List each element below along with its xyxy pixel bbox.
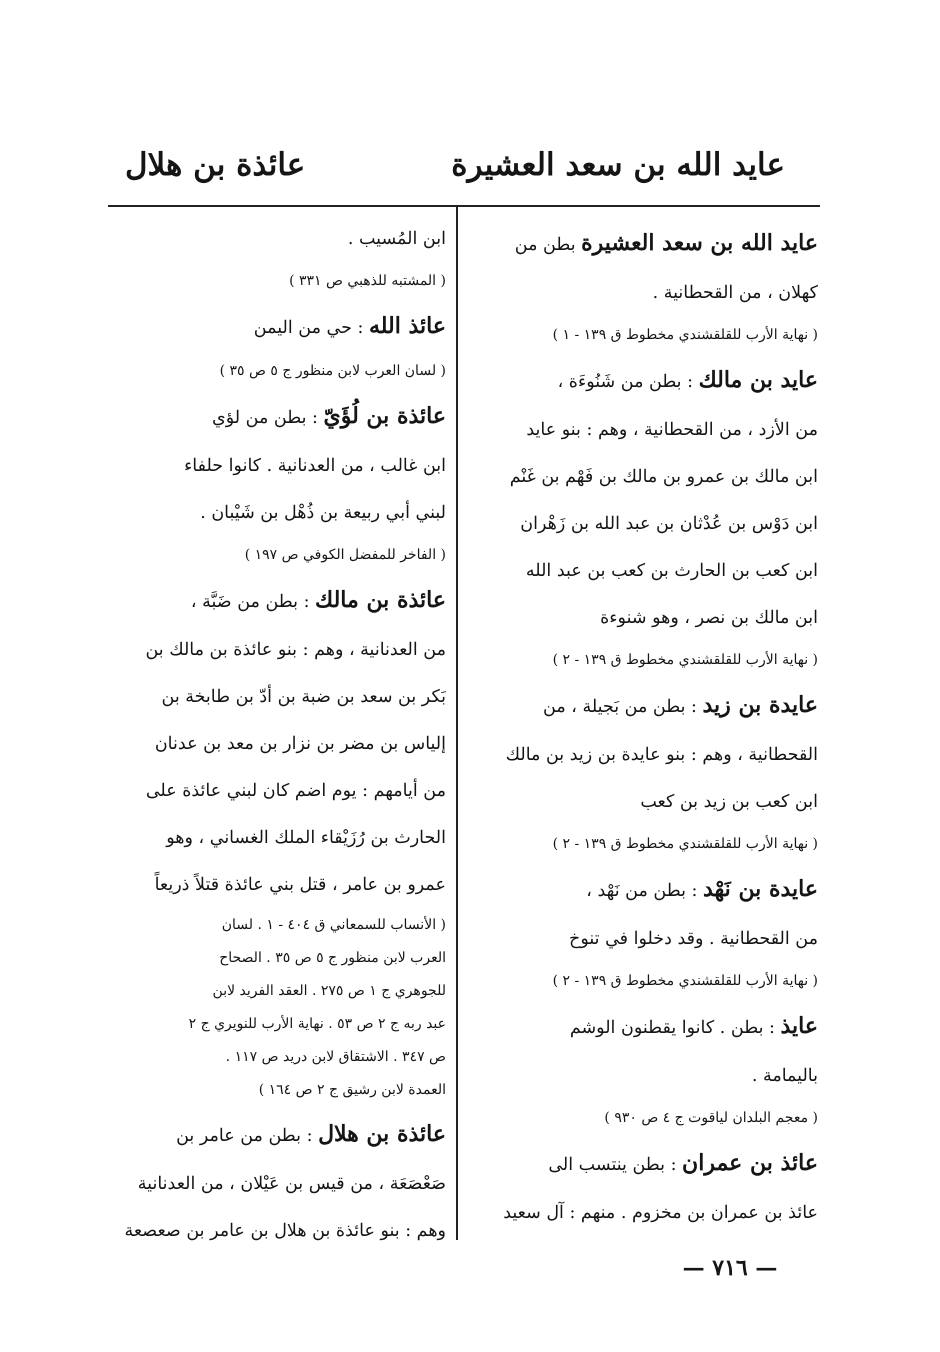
entry-headword: عايد الله بن سعد العشيرة — [581, 230, 818, 256]
line-text: بَكر بن سعد بن ضبة بن أدّ بن طابخة بن — [161, 687, 446, 707]
entry-first-line — [470, 862, 818, 916]
text-line — [108, 490, 446, 537]
entry-headword: عائذ بن عمران — [682, 1150, 818, 1176]
text-line — [470, 595, 818, 642]
entry-first-line — [470, 678, 818, 732]
entry-first-line — [470, 216, 818, 270]
source-reference: ( لسان العرب لابن منظور ج ٥ ص ٣٥ ) — [219, 363, 446, 379]
text-line — [108, 768, 446, 815]
line-text: ابن دَوْس بن عُدْثان بن عبد الله بن زَهْران — [520, 514, 818, 534]
text-line — [108, 1161, 446, 1208]
text-line — [470, 1053, 818, 1100]
entry-first-line — [108, 389, 446, 443]
line-text: : بطن ينتسب الى — [548, 1155, 683, 1175]
entry-first-line — [108, 1107, 446, 1161]
text-line — [470, 548, 818, 595]
entry-first-line — [470, 1136, 818, 1190]
line-text: : بطن من شَنُوءَة ، — [557, 372, 699, 392]
line-text: من أيامهم : يوم اضم كان لبني عائذة على — [145, 781, 446, 801]
right-text-column — [470, 216, 818, 1237]
line-text: وهم : بنو عائذة بن هلال بن عامر بن صعصعة — [124, 1221, 446, 1241]
line-text: باليمامة . — [751, 1066, 818, 1086]
line-text: ابن غالب ، من العدنانية . كانوا حلفاء — [184, 456, 446, 476]
line-text: : بطن من عامر بن — [176, 1126, 319, 1146]
reference-note-line: العمدة لابن رشيق ج ٢ ص ١٦٤ ) — [258, 1082, 446, 1098]
line-text: ابن كعب بن الحارث بن كعب بن عبد الله — [525, 561, 818, 581]
line-text: : بطن . كانوا يقطنون الوشم — [569, 1018, 781, 1038]
text-line — [108, 674, 446, 721]
line-text: من القحطانية . وقد دخلوا في تنوخ — [569, 929, 818, 949]
entry-headword: عايد بن مالك — [698, 367, 818, 393]
text-line — [470, 454, 818, 501]
reference-note-line: العرب لابن منظور ج ٥ ص ٣٥ . الصحاح — [219, 950, 446, 966]
line-text: : حي من اليمن — [253, 318, 369, 338]
line-text: القحطانية ، وهم : بنو عايدة بن زيد بن مالك — [505, 745, 818, 765]
text-line — [470, 1190, 818, 1237]
source-reference: ( الفاخر للمفضل الكوفي ص ١٩٧ ) — [244, 547, 446, 563]
line-text: عمرو بن عامر ، قتل بني عائذة قتلاً ذريعاً — [154, 875, 446, 895]
text-line — [108, 627, 446, 674]
entry-headword: عائذ الله — [368, 313, 446, 339]
text-line — [470, 407, 818, 454]
line-text: ابن مالك بن نصر ، وهو شنوءة — [600, 608, 818, 628]
line-text: ابن مالك بن عمرو بن مالك بن فَهْم بن غَنْم — [509, 467, 818, 487]
line-text: : بطن من نَهْد ، — [586, 881, 703, 901]
line-text: صَعْصَعَة ، من قيس بن عَيْلان ، من العدنانية — [137, 1174, 446, 1194]
entry-headword: عايذ — [780, 1013, 818, 1039]
running-header-right: عايد الله بن سعد العشيرة — [451, 147, 785, 183]
source-reference: ( المشتبه للذهبي ص ٣٣١ ) — [289, 273, 446, 289]
entry-first-line — [470, 353, 818, 407]
line-text: إلياس بن مضر بن نزار بن معد بن عدنان — [154, 734, 446, 754]
line-text: بطن من — [514, 235, 582, 255]
entry-first-line — [470, 999, 818, 1053]
text-line — [108, 1208, 446, 1255]
line-text: : بطن من لؤي — [212, 408, 324, 428]
line-text: ابن المُسيب . — [347, 229, 446, 249]
source-reference: ( نهاية الأرب للقلقشندي مخطوط ق ١٣٩ - ١ ) — [552, 327, 818, 343]
reference-note-line: عبد ربه ج ٢ ص ٥٣ . نهاية الأرب للنويري ج ٢ — [188, 1016, 446, 1032]
left-text-column — [108, 216, 446, 1255]
entry-first-line — [108, 299, 446, 353]
text-line — [470, 270, 818, 317]
entry-headword: عايدة بن نَهْد — [702, 876, 818, 902]
text-line — [108, 443, 446, 490]
entry-headword: عائذة بن مالك — [315, 587, 446, 613]
text-line — [108, 216, 446, 263]
line-text: ابن كعب بن زيد بن كعب — [640, 792, 818, 812]
line-text: من الأزد ، من القحطانية ، وهم : بنو عايد — [526, 420, 818, 440]
entry-headword: عايدة بن زيد — [702, 692, 818, 718]
text-line — [108, 862, 446, 909]
line-text: عائذ بن عمران بن مخزوم . منهم : آل سعيد — [503, 1203, 818, 1223]
entry-headword: عائذة بن لُؤَيّ — [323, 403, 446, 429]
column-divider — [456, 207, 458, 1240]
reference-note-line: للجوهري ج ١ ص ٢٧٥ . العقد الفريد لابن — [212, 983, 446, 999]
source-reference: ( نهاية الأرب للقلقشندي مخطوط ق ١٣٩ - ٢ ) — [552, 973, 818, 989]
reference-note-line: ( الأنساب للسمعاني ق ٤٠٤ - ١ . لسان — [221, 917, 446, 933]
source-reference: ( نهاية الأرب للقلقشندي مخطوط ق ١٣٩ - ٢ ) — [552, 836, 818, 852]
line-text: لبني أبي ربيعة بن ذُهْل بن شَيْبان . — [200, 503, 446, 523]
line-text: : بطن من بَجيلة ، من — [543, 697, 703, 717]
text-line — [108, 815, 446, 862]
source-reference: ( معجم البلدان لياقوت ج ٤ ص ٩٣٠ ) — [604, 1110, 818, 1126]
line-text: الحارث بن رُزَيْقاء الملك الغساني ، وهو — [166, 828, 446, 848]
text-line — [470, 916, 818, 963]
page-number: — ٧١٦ — — [682, 1255, 778, 1281]
text-line — [470, 732, 818, 779]
source-reference: ( نهاية الأرب للقلقشندي مخطوط ق ١٣٩ - ٢ ) — [552, 652, 818, 668]
line-text: كهلان ، من القحطانية . — [652, 283, 818, 303]
text-line — [470, 779, 818, 826]
header-rule — [108, 205, 820, 207]
line-text: من العدنانية ، وهم : بنو عائذة بن مالك بن — [145, 640, 446, 660]
entry-first-line — [108, 573, 446, 627]
running-header-left: عائذة بن هلال — [125, 147, 306, 183]
text-line — [108, 721, 446, 768]
text-line — [470, 501, 818, 548]
reference-note-line: ص ٣٤٧ . الاشتقاق لابن دريد ص ١١٧ . — [225, 1049, 446, 1065]
entry-headword: عائذة بن هلال — [318, 1121, 446, 1147]
line-text: : بطن من ضَبَّة ، — [190, 592, 316, 612]
